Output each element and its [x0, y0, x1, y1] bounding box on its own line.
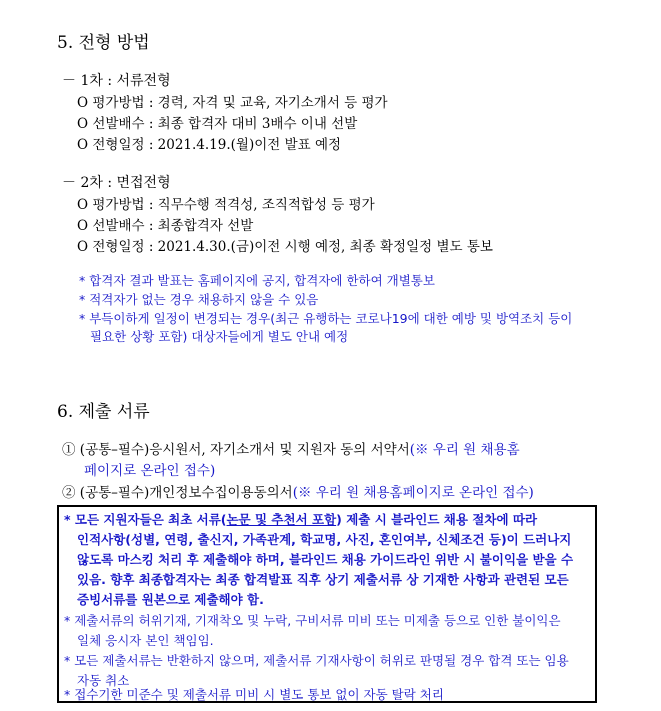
doc-item-1-number: ① [62, 442, 76, 458]
stage2-line-eval: O 평가방법 : 직무수행 적격성, 조직적합성 등 평가 [77, 197, 375, 213]
notice-false-line2: 일체 응시자 본인 책임임. [77, 633, 214, 648]
stage2-line-select: O 선발배수 : 최종합격자 선발 [77, 218, 254, 234]
stage2-heading: － 2차 : 면접전형 [62, 175, 171, 191]
note-announce: * 합격자 결과 발표는 홈페이지에 공지, 합격자에 한하여 개별통보 [79, 273, 435, 288]
stage1-heading: － 1차 : 서류전형 [62, 73, 171, 89]
doc-item-1-note: (※ 우리 원 채용홈 [409, 442, 520, 458]
doc-item-1-note-cont: 페이지로 온라인 접수) [84, 463, 216, 479]
note-schedule-change: * 부득이하게 일정이 변경되는 경우(최근 유행하는 코로나19에 대한 예방 및 방역조치 등이 [79, 311, 573, 326]
notice-blind-line2: 인적사항(성별, 연령, 출신지, 가족관계, 학교명, 사진, 혼인여부, 신체조건 등)이 드러나지 [77, 532, 572, 547]
stage1-line-eval: O 평가방법 : 경력, 자격 및 교육, 자기소개서 등 평가 [77, 95, 388, 111]
stage1-line-schedule: O 전형일정 : 2021.4.19.(월)이전 발표 예정 [77, 137, 342, 153]
stage1-line-select: O 선발배수 : 최종 합격자 대비 3배수 이내 선발 [77, 116, 358, 132]
stage2-line-schedule: O 전형일정 : 2021.4.30.(금)이전 시행 예정, 최종 확정일정 별도 통보 [77, 239, 493, 255]
note-schedule-change-cont: 필요한 상황 포함) 대상자들에게 별도 안내 예정 [90, 329, 349, 344]
notice-blind-line1: * 모든 지원자들은 최초 서류(논문 및 추천서 포함) 제출 시 블라인드 채용 절차에 따라 [64, 512, 538, 527]
notice-return-line1: * 모든 제출서류는 반환하지 않으며, 제출서류 기재사항이 허위로 판명될 경우 합격 또는 임용 [64, 653, 569, 668]
section-6-title: 6. 제출 서류 [57, 402, 150, 422]
doc-item-2-text: (공통–필수)개인정보수집이용동의서 [79, 485, 293, 501]
section-5-title: 5. 전형 방법 [57, 33, 150, 53]
doc-item-1-text: (공통–필수)응시원서, 자기소개서 및 지원자 동의 서약서 [79, 442, 410, 458]
doc-item-2-number: ② [62, 485, 76, 501]
doc-item-1 [62, 438, 520, 458]
notice-blind-line4: 있음. 향후 최종합격자는 최종 합격발표 직후 상기 제출서류 상 기재한 사항과 관련된 모든 [77, 572, 569, 587]
notice-false-line1: * 제출서류의 허위기재, 기재착오 및 누락, 구비서류 미비 또는 미제출 등으로 인한 불이익은 [64, 613, 561, 628]
note-no-hire: * 적격자가 없는 경우 채용하지 않을 수 있음 [79, 292, 319, 307]
notice-blind-line3: 않도록 마스킹 처리 후 제출해야 하며, 블라인드 채용 가이드라인 위반 시 불이익을 받을 수 [77, 552, 574, 567]
notice-deadline: * 접수기한 미준수 및 제출서류 미비 시 별도 통보 없이 자동 탈락 처리 [64, 687, 444, 702]
notice-blind-line5: 증빙서류를 원본으로 제출해야 함. [77, 592, 264, 607]
notice-return-line2: 자동 취소 [77, 673, 130, 688]
doc-item-2 [62, 481, 534, 501]
doc-item-2-note: (※ 우리 원 채용홈페이지로 온라인 접수) [292, 485, 534, 501]
